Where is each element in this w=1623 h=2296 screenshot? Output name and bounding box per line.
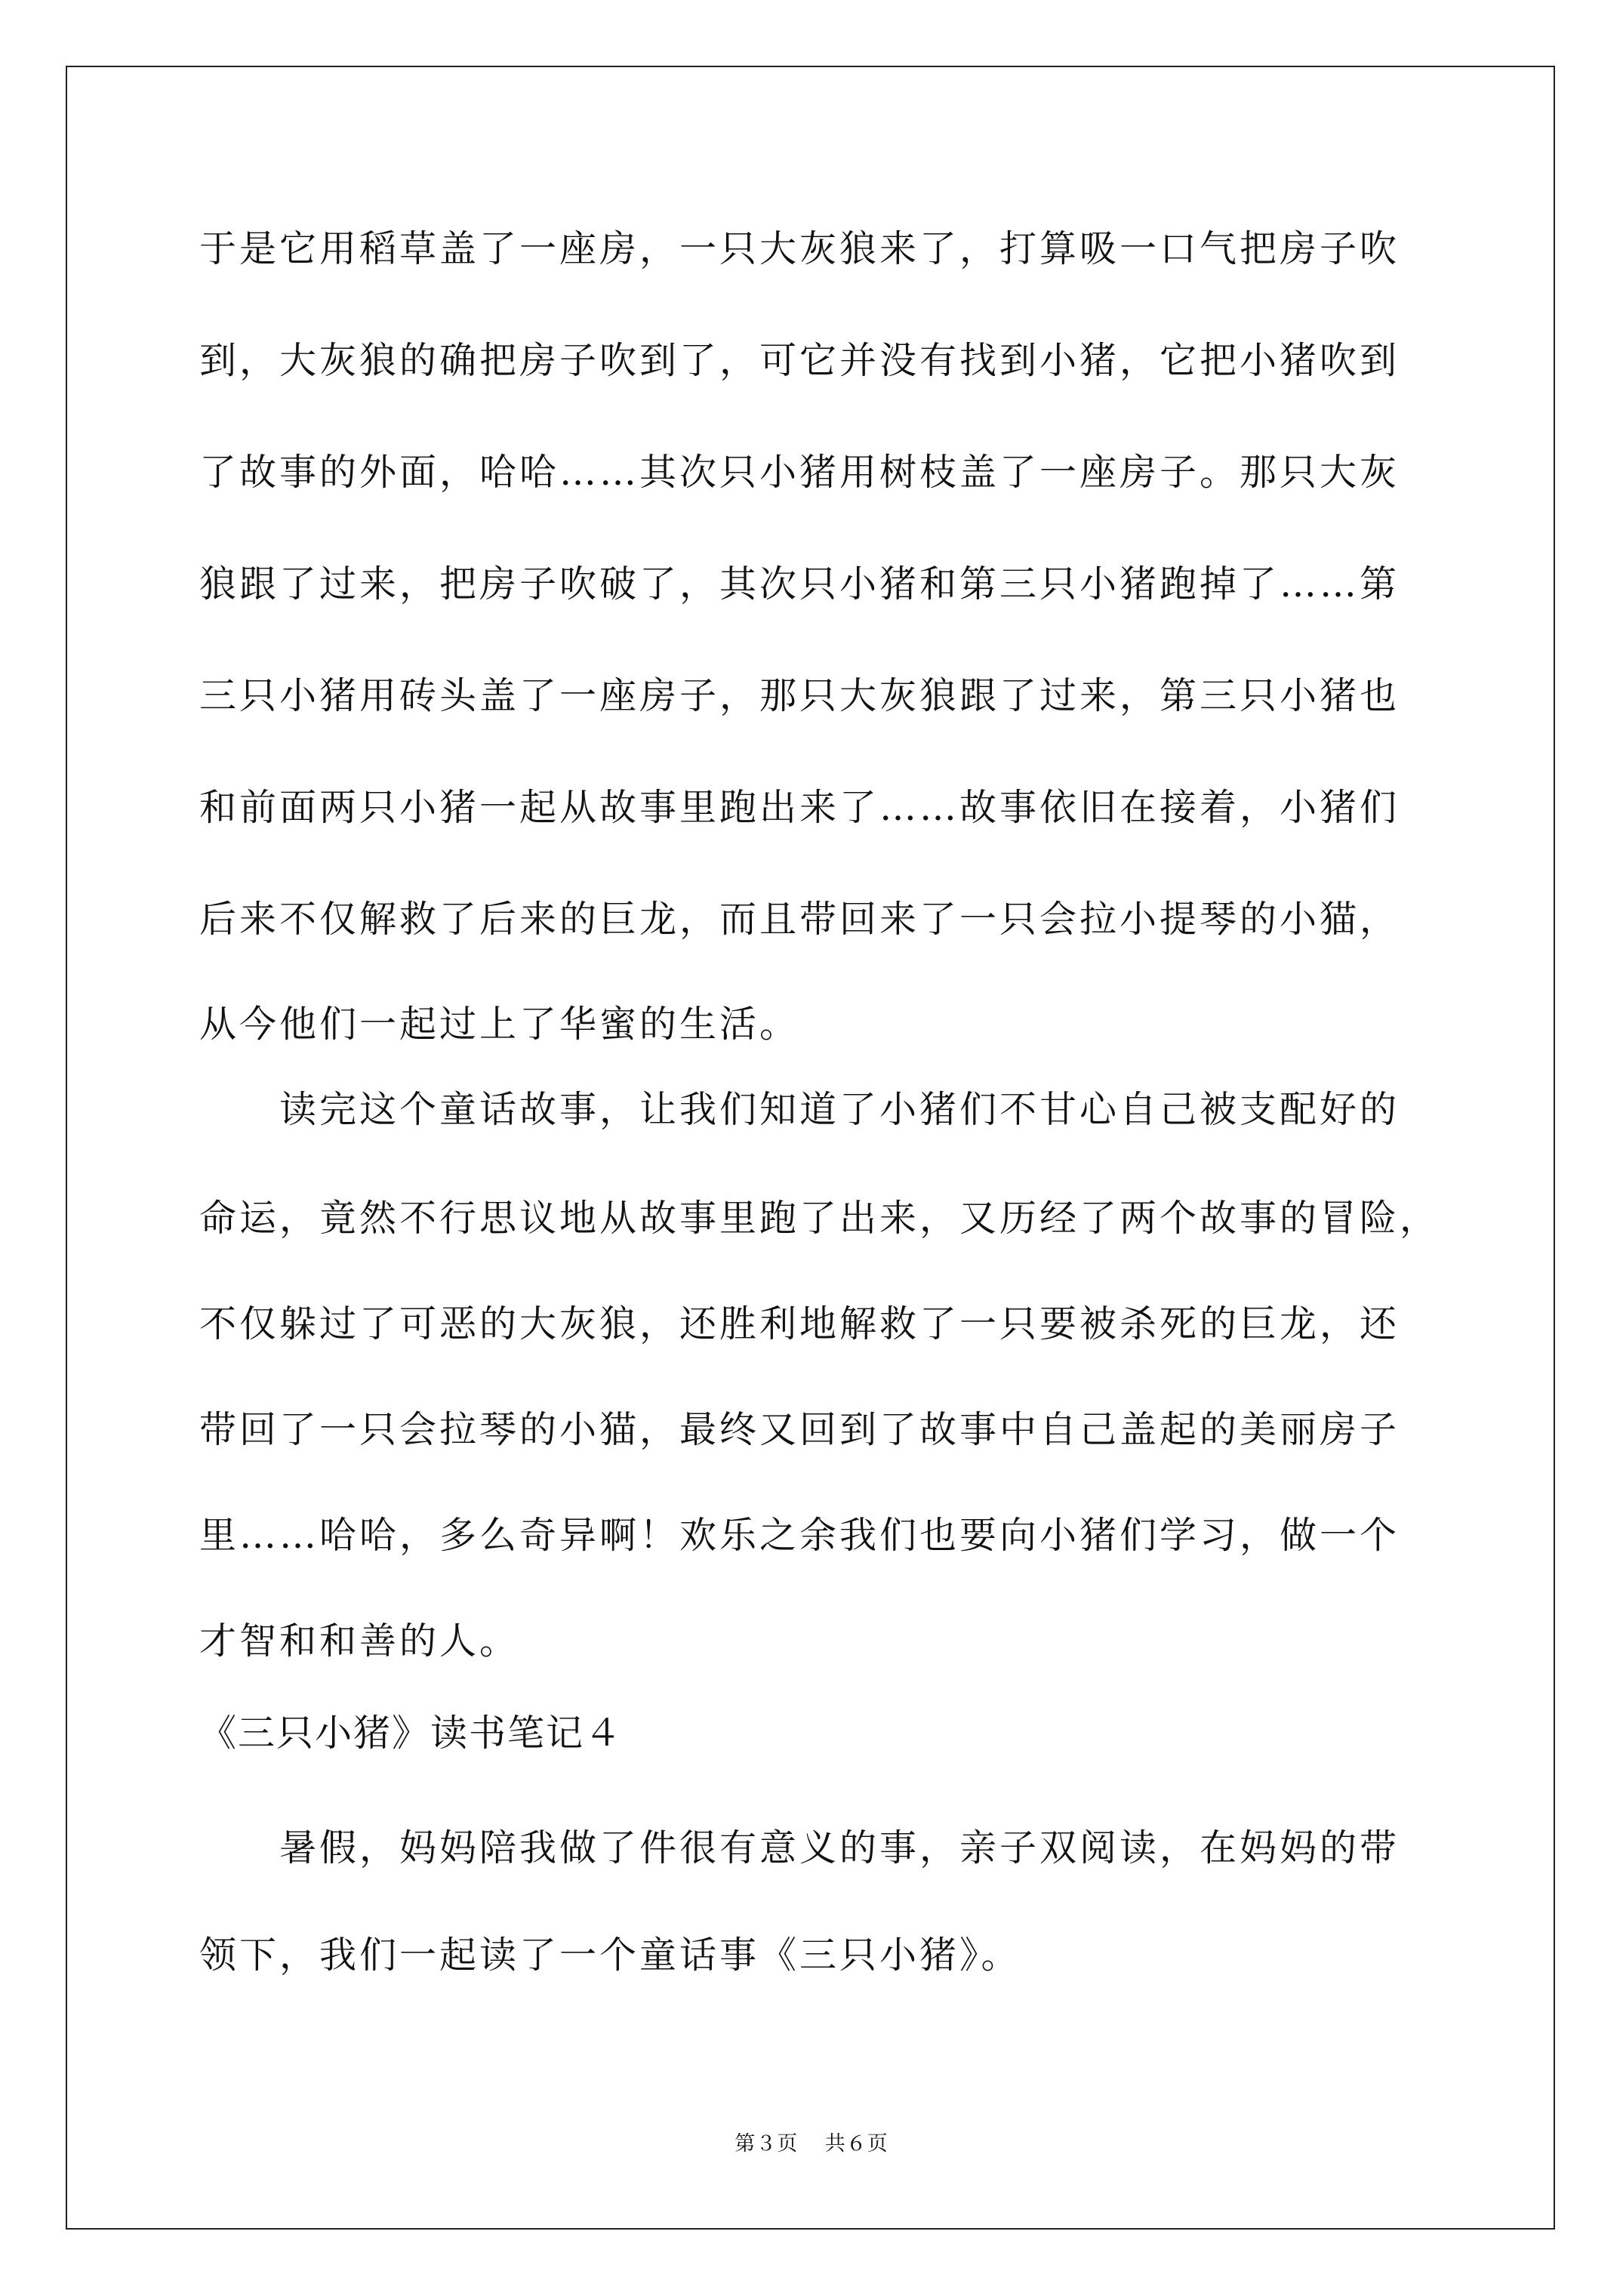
text-line: 暑假，妈妈陪我做了件很有意义的事，亲子双阅读，在妈妈的带 (279, 1826, 1400, 1869)
page-number: 第３页 (735, 2132, 799, 2156)
text-line: 于是它用稻草盖了一座房，一只大灰狼来了，打算吸一口气把房子吹 (199, 227, 1400, 270)
text-line: 领下，我们一起读了一个童话事《三只小猪》。 (199, 1934, 1021, 1977)
text-line: 里……哈哈，多么奇异啊！欢乐之余我们也要向小猪们学习，做一个 (199, 1514, 1400, 1557)
text-line: 狼跟了过来，把房子吹破了，其次只小猪和第三只小猪跑掉了……第 (199, 562, 1400, 606)
page-border (66, 66, 1555, 2230)
section-heading: 《三只小猪》读书笔记４ (199, 1712, 624, 1755)
text-line: 不仅躲过了可恶的大灰狼，还胜利地解救了一只要被杀死的巨龙，还 (199, 1302, 1400, 1345)
text-line: 三只小猪用砖头盖了一座房子，那只大灰狼跟了过来，第三只小猪也 (199, 674, 1400, 717)
text-line: 了故事的外面，哈哈……其次只小猪用树枝盖了一座房子。那只大灰 (199, 451, 1400, 494)
text-line: 命运，竟然不行思议地从故事里跑了出来，又历经了两个故事的冒险， (199, 1197, 1440, 1240)
text-line: 后来不仅解救了后来的巨龙，而且带回来了一只会拉小提琴的小猫， (199, 898, 1400, 941)
page-total: 共６页 (824, 2132, 888, 2156)
text-line: 读完这个童话故事，让我们知道了小猪们不甘心自己被支配好的 (279, 1088, 1400, 1131)
text-line: 到，大灰狼的确把房子吹到了，可它并没有找到小猪，它把小猪吹到 (199, 339, 1400, 382)
text-line: 从今他们一起过上了华蜜的生活。 (199, 1003, 800, 1046)
text-line: 才智和和善的人。 (199, 1620, 520, 1663)
text-line: 带回了一只会拉琴的小猫，最终又回到了故事中自己盖起的美丽房子 (199, 1408, 1400, 1451)
text-line: 和前面两只小猪一起从故事里跑出来了……故事依旧在接着，小猪们 (199, 786, 1400, 829)
page-footer (0, 2131, 1623, 2157)
